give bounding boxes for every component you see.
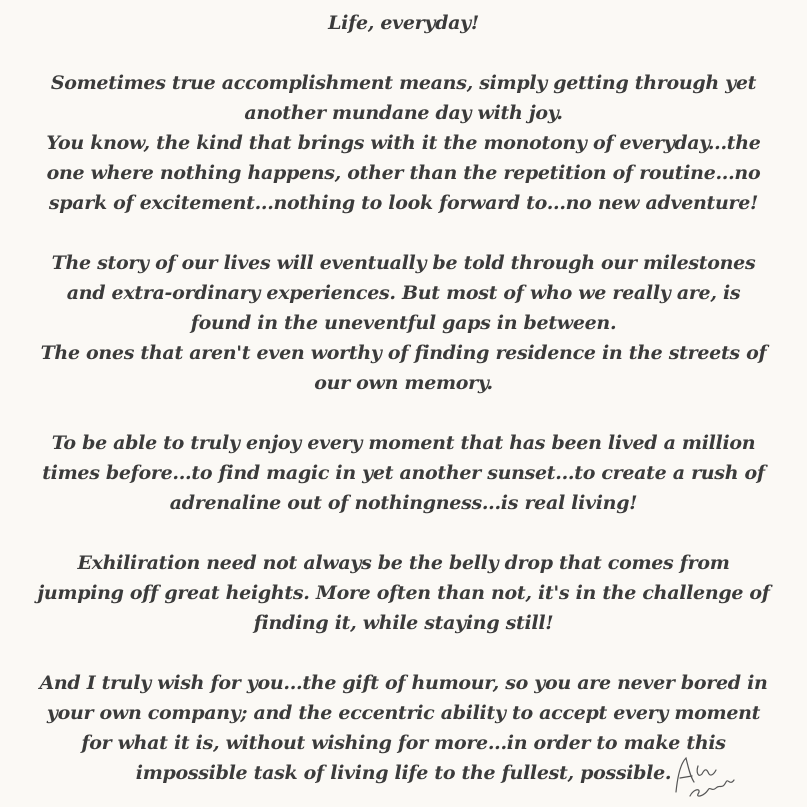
text-line: our own memory. <box>314 372 493 394</box>
paragraph-1 <box>16 68 791 218</box>
paragraph-4 <box>16 548 791 638</box>
text-line: another mundane day with joy. <box>244 102 563 124</box>
handwritten-signature <box>668 752 738 800</box>
text-line: impossible task of living life to the fullest, possible. <box>135 762 672 784</box>
text-line: Sometimes true accomplishment means, simply getting through yet <box>50 72 757 94</box>
text-line: jumping off great heights. More often than not, it's in the challenge of <box>37 582 770 604</box>
text-line: You know, the kind that brings with it the monotony of everyday...the <box>46 132 761 154</box>
paragraph-2 <box>16 248 791 398</box>
text-line: your own company; and the eccentric ability to accept every moment <box>46 702 761 724</box>
text-line: The story of our lives will eventually be told through our milestones <box>51 252 756 274</box>
text-line: spark of excitement...nothing to look forward to...no new adventure! <box>48 192 759 214</box>
text-line: one where nothing happens, other than the repetition of routine...no <box>46 162 761 184</box>
paragraph-3 <box>16 428 791 518</box>
text-line: finding it, while staying still! <box>253 612 554 634</box>
text-line: and extra-ordinary experiences. But most of who we really are, is <box>66 282 741 304</box>
text-line: The ones that aren't even worthy of finding residence in the streets of <box>40 342 767 364</box>
text-line: And I truly wish for you...the gift of humour, so you are never bored in <box>39 672 768 694</box>
text-line: Exhiliration need not always be the belly drop that comes from <box>77 552 730 574</box>
text-line: found in the uneventful gaps in between. <box>190 312 617 334</box>
text-line: To be able to truly enjoy every moment that has been lived a million <box>51 432 756 454</box>
text-line: times before...to find magic in yet another sunset...to create a rush of <box>42 462 765 484</box>
text-line: adrenaline out of nothingness...is real living! <box>169 492 638 514</box>
poem-title: Life, everyday! <box>328 12 479 34</box>
text-line: for what it is, without wishing for more...in order to make this <box>81 732 726 754</box>
